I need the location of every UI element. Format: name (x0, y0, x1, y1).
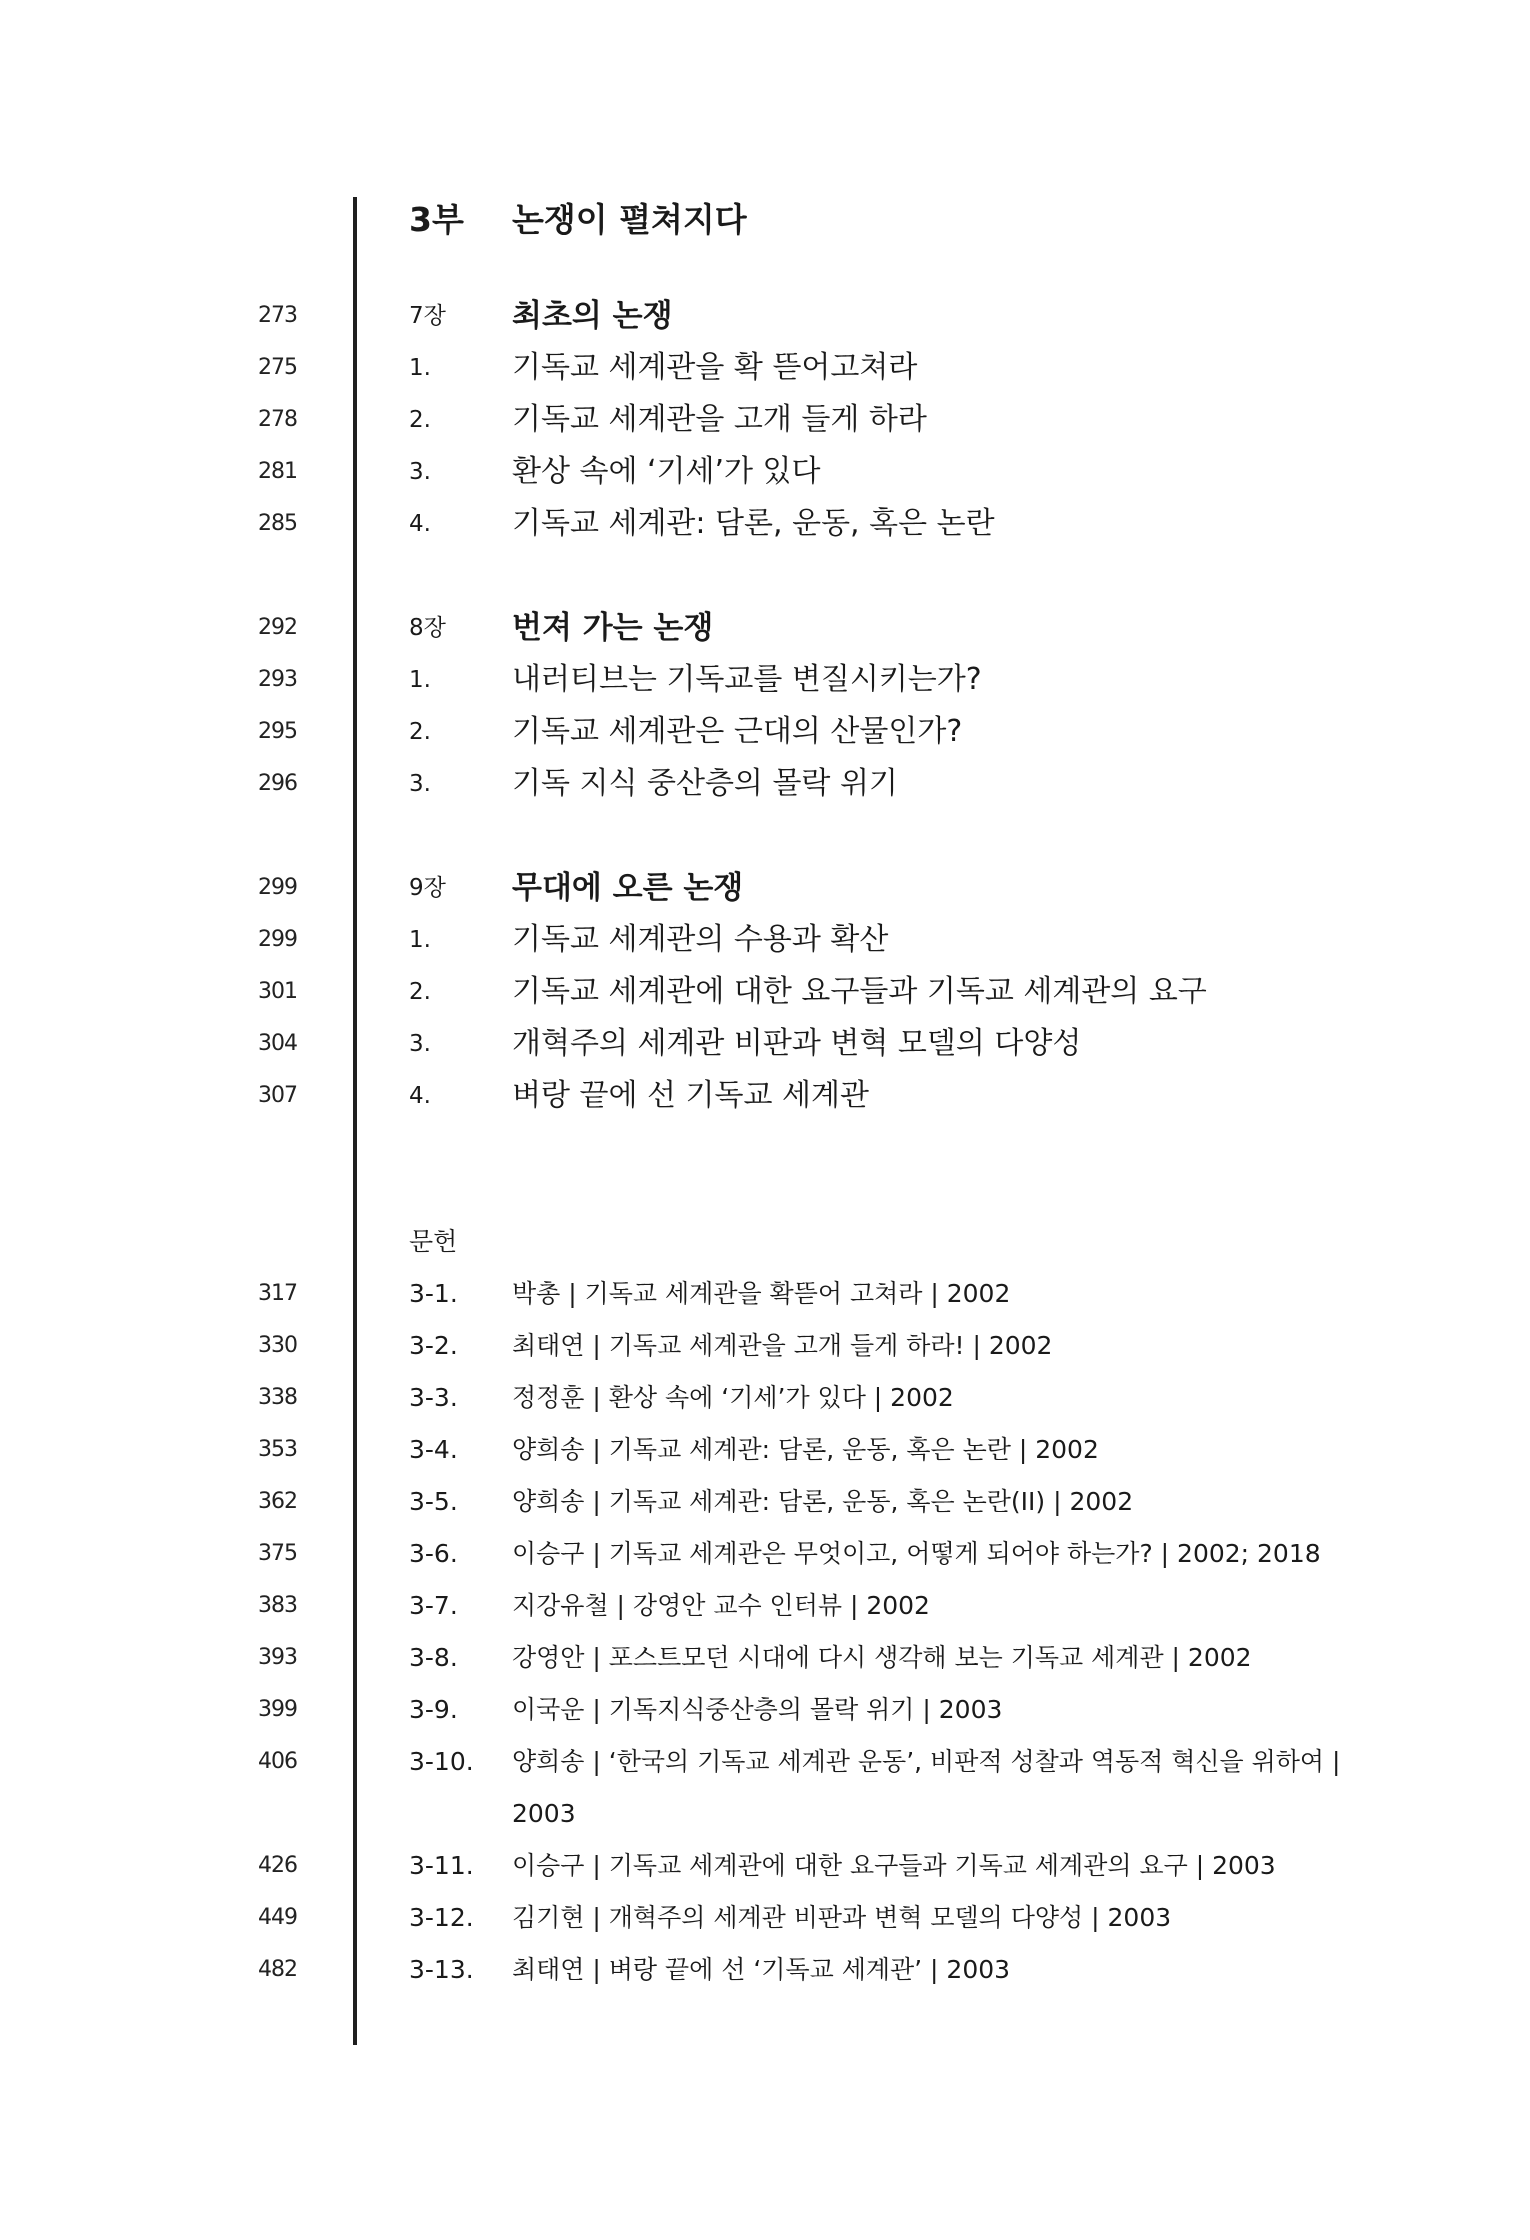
reference-text: 최태연 | 기독교 세계관을 고개 들게 하라! | 2002 (512, 1331, 1053, 1360)
chapter-row[interactable] (0, 862, 1530, 914)
section-title: 개혁주의 세계관 비판과 변혁 모델의 다양성 (512, 1026, 1082, 1061)
reference-text: 양희송 | ‘한국의 기독교 세계관 운동’, 비판적 성찰과 역동적 혁신을 위하여 | (512, 1747, 1341, 1776)
section-number: 1. (409, 355, 431, 381)
section-row[interactable] (0, 394, 1530, 446)
reference-text: 양희송 | 기독교 세계관: 담론, 운동, 혹은 논란(II) | 2002 (512, 1487, 1134, 1516)
reference-text: 이국운 | 기독지식중산층의 몰락 위기 | 2003 (512, 1695, 1003, 1724)
page-number: 449 (258, 1905, 297, 1930)
page-number: 278 (258, 407, 297, 432)
reference-row[interactable] (0, 1736, 1530, 1788)
page-number: 353 (258, 1437, 297, 1462)
page-number: 375 (258, 1541, 297, 1566)
page-number: 482 (258, 1957, 297, 1982)
page-number: 273 (258, 303, 297, 328)
reference-number: 3-4. (409, 1435, 458, 1464)
reference-number: 3-12. (409, 1903, 474, 1932)
reference-number: 3-6. (409, 1539, 458, 1568)
chapter-label: 9장 (409, 875, 446, 901)
reference-text-continuation: 2003 (512, 1799, 576, 1828)
section-row[interactable] (0, 1018, 1530, 1070)
page-number: 317 (258, 1281, 297, 1306)
page-number: 338 (258, 1385, 297, 1410)
page-number: 296 (258, 771, 297, 796)
section-title: 기독교 세계관을 확 뜯어고쳐라 (512, 350, 918, 385)
reference-text: 강영안 | 포스트모던 시대에 다시 생각해 보는 기독교 세계관 | 2002 (512, 1643, 1252, 1672)
reference-text: 김기현 | 개혁주의 세계관 비판과 변혁 모델의 다양성 | 2003 (512, 1903, 1172, 1932)
reference-number: 3-1. (409, 1279, 458, 1308)
reference-row[interactable] (0, 1528, 1530, 1580)
reference-number: 3-8. (409, 1643, 458, 1672)
reference-row[interactable] (0, 1684, 1530, 1736)
page-number: 299 (258, 927, 297, 952)
section-number: 3. (409, 1031, 431, 1057)
chapter-label: 7장 (409, 303, 446, 329)
section-number: 2. (409, 979, 431, 1005)
reference-number: 3-3. (409, 1383, 458, 1412)
section-number: 4. (409, 511, 431, 537)
reference-row[interactable] (0, 1476, 1530, 1528)
section-row[interactable] (0, 654, 1530, 706)
page-number: 293 (258, 667, 297, 692)
reference-number: 3-5. (409, 1487, 458, 1516)
section-title: 기독교 세계관: 담론, 운동, 혹은 논란 (512, 506, 995, 541)
reference-row[interactable] (0, 1944, 1530, 1996)
reference-row[interactable] (0, 1320, 1530, 1372)
page-number: 304 (258, 1031, 297, 1056)
page-number: 406 (258, 1749, 297, 1774)
section-row[interactable] (0, 706, 1530, 758)
reference-number: 3-2. (409, 1331, 458, 1360)
page-number: 393 (258, 1645, 297, 1670)
section-title: 기독교 세계관에 대한 요구들과 기독교 세계관의 요구 (512, 974, 1207, 1009)
chapter-title: 번져 가는 논쟁 (512, 610, 714, 646)
reference-number: 3-13. (409, 1955, 474, 1984)
reference-text: 양희송 | 기독교 세계관: 담론, 운동, 혹은 논란 | 2002 (512, 1435, 1099, 1464)
reference-text: 최태연 | 벼랑 끝에 선 ‘기독교 세계관’ | 2003 (512, 1955, 1011, 1984)
page-number: 307 (258, 1083, 297, 1108)
chapter-title: 최초의 논쟁 (512, 298, 673, 334)
reference-number: 3-7. (409, 1591, 458, 1620)
section-number: 1. (409, 927, 431, 953)
section-row[interactable] (0, 1070, 1530, 1122)
reference-text: 이승구 | 기독교 세계관은 무엇이고, 어떻게 되어야 하는가? | 2002; 2018 (512, 1539, 1321, 1568)
chapter-label: 8장 (409, 615, 446, 641)
section-number: 3. (409, 459, 431, 485)
reference-number: 3-11. (409, 1851, 474, 1880)
section-number: 2. (409, 407, 431, 433)
section-title: 환상 속에 ‘기세’가 있다 (512, 454, 821, 489)
section-row[interactable] (0, 446, 1530, 498)
page-number: 281 (258, 459, 297, 484)
section-number: 4. (409, 1083, 431, 1109)
part-heading: 논쟁이 펼쳐지다 (512, 200, 747, 239)
reference-row[interactable] (0, 1892, 1530, 1944)
literature-heading: 문헌 (409, 1227, 458, 1256)
page-number: 275 (258, 355, 297, 380)
reference-text: 박총 | 기독교 세계관을 확뜯어 고쳐라 | 2002 (512, 1279, 1011, 1308)
section-title: 기독 지식 중산층의 몰락 위기 (512, 766, 898, 801)
reference-number: 3-9. (409, 1695, 458, 1724)
chapter-row[interactable] (0, 290, 1530, 342)
section-number: 3. (409, 771, 431, 797)
page-number: 295 (258, 719, 297, 744)
reference-row[interactable] (0, 1580, 1530, 1632)
reference-row[interactable] (0, 1268, 1530, 1320)
page-number: 426 (258, 1853, 297, 1878)
section-title: 기독교 세계관의 수용과 확산 (512, 922, 889, 957)
reference-text: 정정훈 | 환상 속에 ‘기세’가 있다 | 2002 (512, 1383, 954, 1412)
page-number: 330 (258, 1333, 297, 1358)
section-number: 1. (409, 667, 431, 693)
chapter-title: 무대에 오른 논쟁 (512, 870, 744, 906)
section-row[interactable] (0, 966, 1530, 1018)
reference-row[interactable] (0, 1372, 1530, 1424)
reference-number: 3-10. (409, 1747, 474, 1776)
section-title: 벼랑 끝에 선 기독교 세계관 (512, 1078, 869, 1113)
page-number: 399 (258, 1697, 297, 1722)
section-row[interactable] (0, 498, 1530, 550)
page-number: 383 (258, 1593, 297, 1618)
page-number: 285 (258, 511, 297, 536)
page-number: 362 (258, 1489, 297, 1514)
part-number: 3부 (409, 200, 464, 239)
reference-row[interactable] (0, 1632, 1530, 1684)
section-row[interactable] (0, 914, 1530, 966)
section-row[interactable] (0, 758, 1530, 810)
page-number: 299 (258, 875, 297, 900)
reference-text: 이승구 | 기독교 세계관에 대한 요구들과 기독교 세계관의 요구 | 2003 (512, 1851, 1276, 1880)
page-number: 301 (258, 979, 297, 1004)
section-row[interactable] (0, 342, 1530, 394)
chapter-row[interactable] (0, 602, 1530, 654)
page-number: 292 (258, 615, 297, 640)
reference-text: 지강유철 | 강영안 교수 인터뷰 | 2002 (512, 1591, 930, 1620)
section-number: 2. (409, 719, 431, 745)
section-title: 기독교 세계관을 고개 들게 하라 (512, 402, 927, 437)
section-title: 기독교 세계관은 근대의 산물인가? (512, 714, 963, 749)
reference-row[interactable] (0, 1840, 1530, 1892)
reference-row[interactable] (0, 1424, 1530, 1476)
section-title: 내러티브는 기독교를 변질시키는가? (512, 662, 982, 697)
